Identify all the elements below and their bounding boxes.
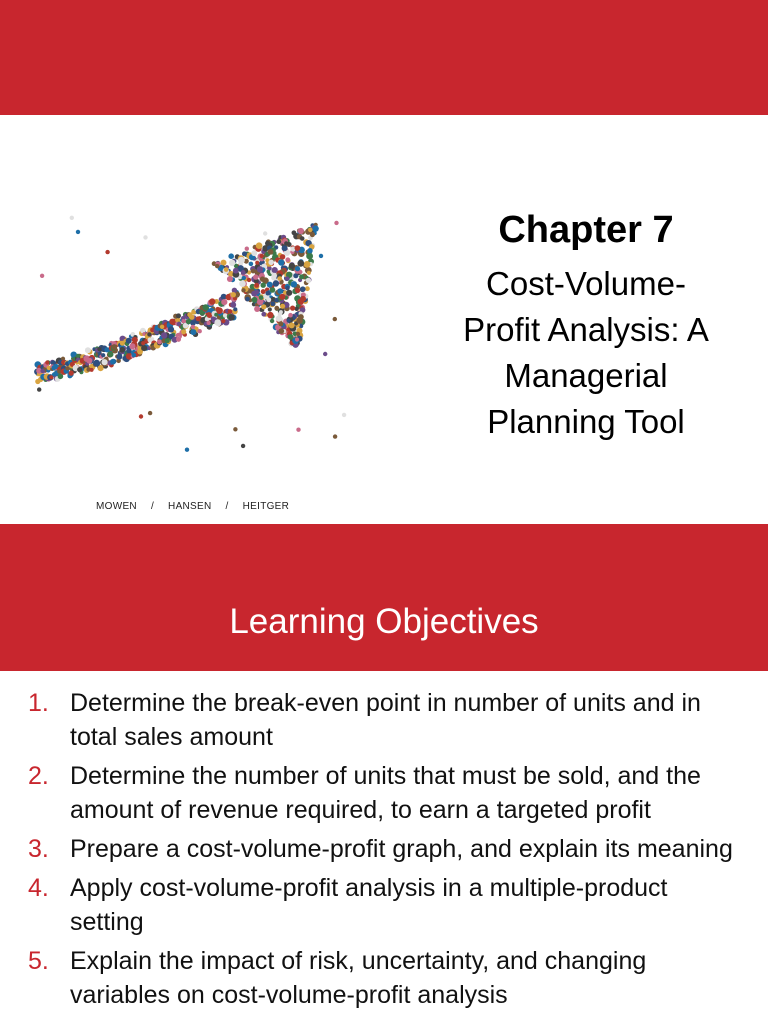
- subtitle-line: Profit Analysis: A: [463, 311, 709, 348]
- objective-text: Determine the break-even point in number of units and in total sales amount: [70, 689, 701, 751]
- author-name: HEITGER: [242, 501, 290, 512]
- objective-item: [28, 871, 748, 939]
- top-banner: [0, 0, 768, 115]
- author-name: MOWEN: [96, 501, 137, 512]
- subtitle-line: Cost-Volume-: [486, 265, 686, 302]
- objective-number: 2.: [28, 762, 49, 790]
- author-name: HANSEN: [168, 501, 212, 512]
- subtitle-line: Managerial: [504, 357, 668, 394]
- objective-text: Explain the impact of risk, uncertainty, and changing variables on cost-volume-profit analysis: [70, 947, 647, 1009]
- objective-text: Apply cost-volume-profit analysis in a multiple-product setting: [70, 874, 668, 936]
- objectives-title: Learning Objectives: [229, 602, 539, 641]
- objective-text: Prepare a cost-volume-profit graph, and explain its meaning: [70, 835, 733, 863]
- objectives-banner: [0, 524, 768, 671]
- objective-item: [28, 832, 748, 866]
- objective-item: [28, 759, 748, 827]
- objective-number: 4.: [28, 874, 49, 902]
- crowd-arrow-icon: [18, 203, 368, 468]
- objectives-list: [28, 686, 748, 1017]
- authors-line: MOWEN / HANSEN / HEITGER: [96, 501, 290, 512]
- objective-number: 1.: [28, 689, 49, 717]
- subtitle-line: Planning Tool: [487, 403, 685, 440]
- objective-number: 3.: [28, 835, 49, 863]
- objective-number: 5.: [28, 947, 49, 975]
- chapter-subtitle: [430, 261, 742, 445]
- chapter-label: Chapter 7: [498, 209, 674, 251]
- objective-item: [28, 944, 748, 1012]
- objective-item: [28, 686, 748, 754]
- title-slide: [0, 115, 768, 524]
- objective-text: Determine the number of units that must be sold, and the amount of revenue required, to earn a targeted profit: [70, 762, 701, 824]
